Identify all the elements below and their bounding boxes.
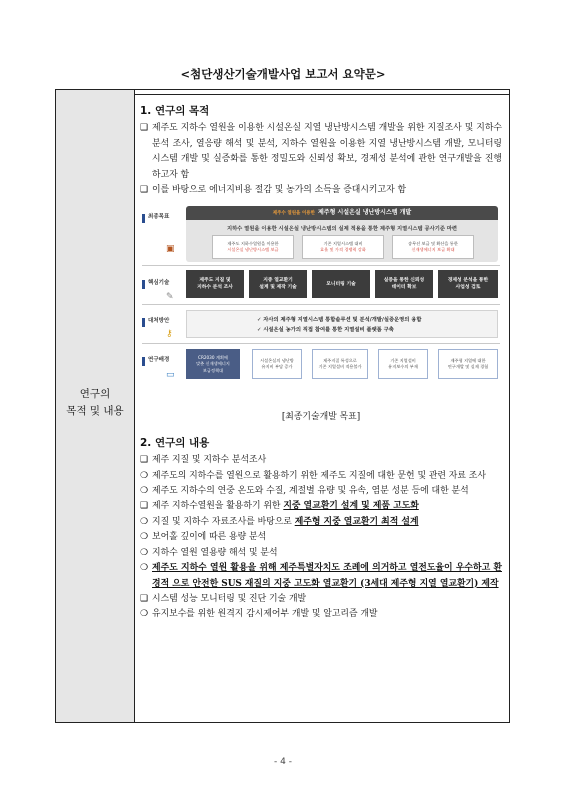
list-item: ❑ 시스템 성능 모니터링 및 진단 기술 개발 xyxy=(140,592,502,607)
tag-tech: 핵심기술 xyxy=(142,276,182,291)
list-item: ❍ 제주도 지하수 열원 활용을 위해 제주특별자치도 조례에 의거하고 열전도율이 우수하고 환경적 으로 안전한 SUS 재질의 지중 고도화 열교환기 (3세대 제주형 지열 열교환기) 제작 xyxy=(140,561,502,592)
goal-title-bar: 제주수 열원을 이용한 제주형 시설온실 냉난방시스템 개발 xyxy=(186,206,498,220)
tag-background: 연구배경 xyxy=(142,353,182,368)
background-box: CR2030 계획에 맞춘 신재생에너지 보급정책대 xyxy=(186,349,240,379)
plan-line1: ✓ 자사의 제주형 지열시스템 통합솔루션 및 분석/개발/실증운영의 융합 xyxy=(257,317,422,324)
square-bullet-icon: ❑ xyxy=(140,593,149,604)
tech-box: 실증을 통한 신뢰성 데이터 확보 xyxy=(375,270,433,298)
page-title: <첨단생산기술개발사업 보고서 요약문> xyxy=(180,67,386,81)
key-icon: ⚷ xyxy=(166,329,173,340)
square-bullet-icon: ❑ xyxy=(140,455,149,466)
list-item: ❑ 제주 지하수열원을 활용하기 위한 지중 열교환기 설계 및 제품 고도화 xyxy=(140,499,502,514)
tech-box: 모니터링 기술 xyxy=(312,270,370,298)
circle-bullet-icon: ❍ xyxy=(140,609,149,620)
goal-card: 송무선 보급 및 확산을 통한 신재생에너지 보급 확대 xyxy=(392,235,474,259)
briefcase-icon: ▣ xyxy=(166,244,175,255)
list-item: ❍ 유지보수를 위한 원격지 감시제어부 개발 및 알고리즘 개발 xyxy=(140,607,502,622)
section2-heading: 2. 연구의 내용 xyxy=(140,436,210,449)
wrench-icon: ✎ xyxy=(166,292,174,303)
circle-bullet-icon: ❍ xyxy=(140,470,149,481)
square-bullet-icon: ❑ xyxy=(140,185,149,196)
top-strip xyxy=(135,90,509,95)
list-item xyxy=(140,183,502,198)
list-item: ❍ 제주도의 지하수를 열원으로 활용하기 위한 제주도 지질에 대한 문헌 및 관련 자료 조사 xyxy=(140,469,502,484)
tag-plan: 대처방안 xyxy=(142,314,182,329)
circle-bullet-icon: ❍ xyxy=(140,516,149,527)
left-label-cell xyxy=(56,90,135,722)
square-bullet-icon: ❑ xyxy=(140,123,149,134)
goal-card: 제주도 지하수열원을 이용한 시설온실 냉난방시스템 보급 xyxy=(212,235,294,259)
divider xyxy=(142,265,500,266)
list-item: ❍ 제주도 지하수의 연중 온도와 수질, 계절별 유량 및 유속, 염분 성분 등에 대한 분석 xyxy=(140,484,502,499)
section1-bullet1: 제주도 지하수 열원을 이용한 시설온실 지열 냉난방시스템 개발을 위한 지질조사 및 지하수 분석 조사, 열응량 해석 및 분석, 지하수 열원을 이용한 지열 냉난방시스템 개발, 모니터링 시스템 개발 및 실증화를 통한 정밀도와 신뢰성 확보, 경제성 분석에 관한 연구개발을 진행하고자 함 xyxy=(152,123,502,180)
divider xyxy=(142,343,500,344)
tech-box: 지중 열교환기 설계 및 제작 기술 xyxy=(249,270,307,298)
circle-bullet-icon: ❍ xyxy=(140,532,149,543)
background-box: 시설온실의 냉난방 유지비 부담 증가 xyxy=(252,349,302,379)
circle-bullet-icon: ❍ xyxy=(140,486,149,497)
goal-subtitle: 지하수 열원을 이용한 시설온실 냉난방시스템의 실제 적용을 통한 제주형 지열시스템 공사기준 마련 xyxy=(226,226,458,233)
circle-bullet-icon: ❍ xyxy=(140,563,149,574)
square-bullet-icon: ❑ xyxy=(140,501,149,512)
figure-caption: [최종기술개발 목표] xyxy=(281,412,361,423)
background-box: 제주지질 특성으로 기존 지열설비 적용불가 xyxy=(312,349,368,379)
list-item: ❍ 지하수 열원 열용량 해석 및 분석 xyxy=(140,546,502,561)
monitor-icon: ▭ xyxy=(166,370,175,381)
tag-goal: 최종목표 xyxy=(142,210,182,225)
list-item: ❑ 제주 지질 및 지하수 분석조사 xyxy=(140,453,502,468)
section1-heading: 1. 연구의 목적 xyxy=(140,105,210,117)
content-cell xyxy=(140,104,502,623)
section1-bullet2: 이를 바탕으로 에너지비용 절감 및 농가의 소득을 증대시키고자 함 xyxy=(152,185,407,196)
left-label-line2: 목적 및 내용 xyxy=(66,405,124,417)
plan-box xyxy=(186,310,498,338)
left-label-line1: 연구의 xyxy=(79,388,111,400)
background-box: 기존 지열설비 유지보수의 부재 xyxy=(378,349,428,379)
tech-box: 제주도 지질 및 지하수 분석 조사 xyxy=(186,270,244,298)
left-label xyxy=(56,386,134,420)
goal-card: 기존 지열시스템 대비 효율 및 가격 경쟁력 강화 xyxy=(302,235,384,259)
list-item: ❍ 보어홀 깊이에 따른 용량 분석 xyxy=(140,530,502,545)
background-box: 제주형 지열에 대한 연구개발 및 실제 경험 xyxy=(438,349,498,379)
list-item xyxy=(140,121,502,183)
tech-box: 경제성 분석을 통한 사업성 검토 xyxy=(438,270,498,298)
goal-figure xyxy=(142,206,500,404)
list-item: ❍ 지질 및 지하수 자료조사를 바탕으로 제주형 지중 열교환기 최적 설계 xyxy=(140,515,502,530)
plan-line2: ✓ 시설온실 농가의 직접 참여를 통한 지열설비 플랫폼 구축 xyxy=(257,327,394,334)
divider xyxy=(142,304,500,305)
page-number: - 4 - xyxy=(274,757,292,767)
circle-bullet-icon: ❍ xyxy=(140,547,149,558)
summary-table xyxy=(55,89,510,723)
